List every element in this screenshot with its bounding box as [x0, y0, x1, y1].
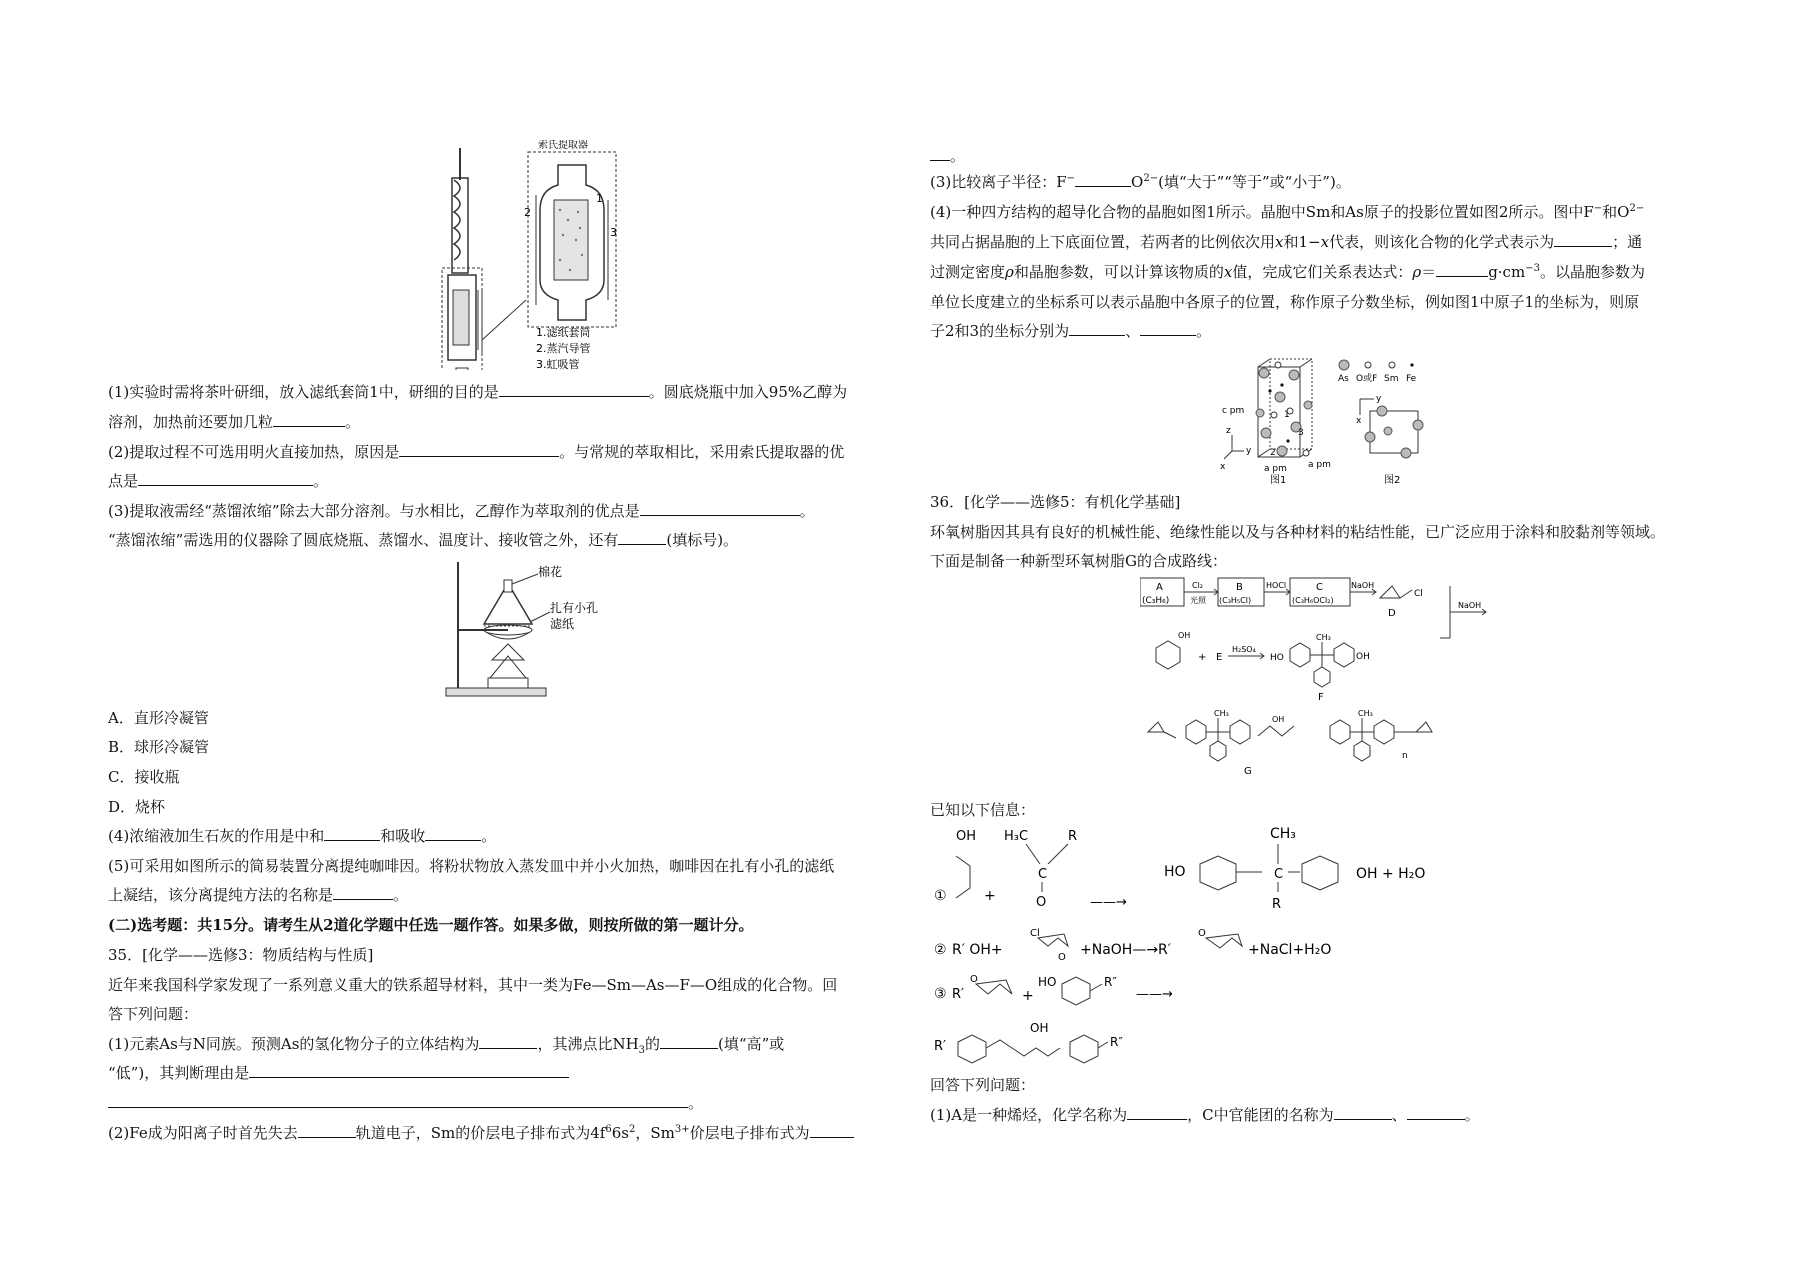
- route-plus: +: [1198, 652, 1207, 663]
- label-filter-paper: 滤纸: [550, 617, 575, 631]
- r2-o2: O: [1198, 928, 1206, 939]
- q1-text-b: 。圆底烧瓶中加入95%乙醇为: [648, 383, 848, 401]
- q2-text-b: 。与常规的萃取相比，采用索氏提取器的优: [559, 443, 845, 461]
- q35-3-text-b: O: [1131, 173, 1144, 191]
- q35-4-blank-2: [1436, 262, 1488, 277]
- cell-label-a1: a pm: [1308, 460, 1331, 470]
- r1-ho: HO: [1164, 864, 1186, 880]
- route-cl: Cl: [1414, 589, 1423, 599]
- q36-intro-1: 环氧树脂因其具有良好的机械性能、绝缘性能以及与各种材料的粘结性能，已广泛应用于涂料和胶黏剂等领域。: [930, 523, 1666, 541]
- r2-tail: +NaCl+H₂O: [1248, 942, 1332, 958]
- q35-4b-x-a: x: [1275, 233, 1284, 251]
- q35-1-line1: [108, 1034, 784, 1054]
- q2-line1: [108, 442, 844, 462]
- route-ch3-g2: CH₃: [1358, 709, 1373, 718]
- r1-r2: R: [1272, 897, 1282, 912]
- q2-blank-2: [138, 471, 313, 486]
- option-c: C．接收瓶: [108, 768, 180, 786]
- option-d: D．烧杯: [108, 798, 166, 816]
- q5-blank: [333, 885, 393, 900]
- q35-4-blank-4: [1140, 321, 1196, 336]
- q35-1-text-d: (填“高”或: [718, 1035, 785, 1053]
- q36-1-line: [930, 1105, 1480, 1125]
- route-b-formula: (C₃H₅Cl): [1219, 596, 1252, 605]
- q35-4-line5: [930, 321, 1211, 341]
- q35-4c-text-c: 值，完成它们关系表达式：: [1232, 263, 1413, 281]
- route-g: G: [1244, 766, 1252, 777]
- q35-2-sup-c: 3+: [674, 1124, 690, 1135]
- atom-label-2: 2: [1270, 448, 1276, 458]
- legend-sm: Sm: [1384, 374, 1399, 384]
- q3-text-b: 。: [799, 502, 815, 520]
- q35-4b-text-c: 代表，则该化合物的化学式表示为: [1329, 233, 1555, 251]
- soxhlet-legend-2: 2.蒸汽导管: [536, 342, 591, 355]
- q35-3-text-a: (3)比较离子半径：F: [930, 173, 1067, 191]
- r1-ch3: CH₃: [1270, 826, 1296, 842]
- route-c: C: [1316, 582, 1323, 593]
- known-info: 已知以下信息：: [930, 801, 1036, 819]
- q36-1-text-a: (1)A是一种烯烃，化学名称为: [930, 1106, 1128, 1124]
- q35-1-text-a: (1)元素As与N同族。预测As的氢化物分子的立体结构为: [108, 1035, 480, 1053]
- q35-title: 35．[化学——选修3：物质结构与性质]: [108, 946, 374, 964]
- r3-arrow: ——→: [1136, 987, 1173, 1002]
- q35-4-line1: [930, 202, 1644, 222]
- q4-text-c: 。: [481, 827, 497, 845]
- q35-intro-1: 近年来我国科学家发现了一系列意义重大的铁系超导材料，其中一类为Fe—Sm—As—F—O组成的化合物。回: [108, 976, 838, 994]
- axis-y1: y: [1246, 446, 1252, 456]
- q5b-text-b: 。: [393, 886, 409, 904]
- q35-1c-text: 。: [688, 1094, 704, 1112]
- q2-text-a: (2)提取过程不可选用明火直接加热，原因是: [108, 443, 400, 461]
- q35-1-blank-1: [479, 1034, 537, 1049]
- q35-4b-text-d: ；通: [1612, 233, 1643, 251]
- q36-1-end: 。: [1464, 1106, 1480, 1124]
- route-a: A: [1156, 582, 1163, 593]
- option-a: A．直形冷凝管: [108, 709, 209, 727]
- r3-ho: HO: [1038, 975, 1057, 989]
- r2-o: O: [1058, 952, 1066, 963]
- label-cotton: 棉花: [538, 565, 563, 579]
- q35-3-text-c: (填“大于”“等于”或“小于”)。: [1158, 173, 1351, 191]
- q35-4c-text-b: 和晶胞参数，可以计算该物质的: [1013, 263, 1224, 281]
- q35-4-blank-1: [1554, 232, 1612, 247]
- soxhlet-figure: [408, 140, 678, 370]
- q4-blank-2: [425, 826, 481, 841]
- route-ho: HO: [1270, 653, 1284, 663]
- reaction-1: [930, 822, 1530, 918]
- q4-line: [108, 826, 496, 846]
- reaction-3: [930, 970, 1530, 1066]
- soxhlet-num-1: 1: [596, 192, 603, 205]
- q35-4-line4: 单位长度建立的坐标系可以表示晶胞中各原子的位置，称作原子分数坐标，例如图1中原子1的坐标为，则原: [930, 293, 1640, 311]
- route-a-formula: (C₃H₆): [1142, 596, 1170, 606]
- q35-2-text-c: 6s: [611, 1124, 629, 1142]
- axis-z: z: [1226, 426, 1231, 436]
- route-h2so4: H₂SO₄: [1232, 645, 1256, 654]
- q3-line2: [108, 530, 738, 550]
- q35-2-blank-2: [810, 1123, 854, 1138]
- q35-4c-rho-a: ρ: [1005, 263, 1014, 281]
- route-cl2: Cl₂: [1192, 581, 1204, 590]
- q35-4c-text-a: 过测定密度: [930, 263, 1006, 281]
- q35-2-text-b: 轨道电子，Sm的价层电子排布式为4f: [355, 1124, 606, 1142]
- q3-text-a: (3)提取液需经“蒸馏浓缩”除去大部分溶剂。与水相比，乙醇作为萃取剂的优点是: [108, 502, 640, 520]
- q1-text-a: (1)实验时需将茶叶研细，放入滤纸套筒1中，研细的目的是: [108, 383, 499, 401]
- r2-cl: Cl: [1030, 928, 1040, 939]
- r3-r: R′: [952, 987, 964, 1002]
- axis-x2: x: [1356, 416, 1362, 426]
- q35-1-sub: 3: [638, 1045, 646, 1056]
- q35-1-blank-3: [249, 1063, 569, 1078]
- r3-r2: R″: [1104, 975, 1117, 989]
- q1-blank-2: [273, 412, 345, 427]
- route-oh2: OH: [1356, 652, 1370, 662]
- route-naoh2: NaOH: [1458, 601, 1482, 610]
- r1-c2: C: [1274, 867, 1284, 882]
- route-f: F: [1318, 692, 1324, 703]
- q35-4-line3: [930, 262, 1645, 282]
- q35-2-text-e: 价层电子排布式为: [689, 1124, 810, 1142]
- q1b-text-a: 溶剂，加热前还要加几粒: [108, 413, 274, 431]
- legend-fe: Fe: [1406, 374, 1417, 384]
- q5b-text-a: 上凝结，该分离提纯方法的名称是: [108, 886, 334, 904]
- q35-4a-sup-b: 2−: [1629, 203, 1645, 214]
- r4-r: R′: [934, 1039, 946, 1054]
- q1-line1: [108, 382, 847, 402]
- route-light: 光照: [1190, 596, 1206, 605]
- q36-intro-2: 下面是制备一种新型环氧树脂G的合成路线：: [930, 552, 1227, 570]
- q35-4e-text-a: 子2和3的坐标分别为: [930, 322, 1070, 340]
- label-holes: 扎有小孔: [550, 601, 599, 615]
- q3b-text-b: (填标号)。: [666, 531, 739, 549]
- r3-o: O: [970, 974, 978, 985]
- r1-c: C: [1038, 867, 1048, 882]
- route-c-formula: (C₃H₆OCl₂): [1292, 596, 1334, 605]
- soxhlet-legend-3: 3.虹吸管: [536, 358, 580, 370]
- q36-1-text-b: ，C中官能团的名称为: [1187, 1106, 1334, 1124]
- q35-2-text-a: (2)Fe成为阳离子时首先失去: [108, 1124, 298, 1142]
- route-hocl: HOCl: [1266, 581, 1287, 590]
- q35-4e-sep: 、: [1125, 322, 1141, 340]
- q5-line2: [108, 885, 408, 905]
- cell-label-a2: a pm: [1264, 464, 1287, 474]
- soxhlet-num-2: 2: [524, 206, 531, 219]
- fig1-caption: 图1: [1270, 475, 1287, 485]
- soxhlet-header: 索氏提取器: [538, 140, 588, 151]
- q35-2-sup-a: 6: [605, 1124, 612, 1135]
- q35-1-text-c: 的: [645, 1035, 661, 1053]
- route-ch3: CH₃: [1316, 633, 1331, 642]
- route-e: E: [1216, 652, 1223, 663]
- reaction-2: [930, 926, 1530, 966]
- r1-h3c: H₃C: [1004, 829, 1029, 844]
- q35-1-blank-4: [108, 1093, 688, 1108]
- crystal-figure: [1220, 355, 1460, 485]
- q35-4a-text-a: (4)一种四方结构的超导化合物的晶胞如图1所示。晶胞中Sm和As原子的投影位置如图2所示。图中F: [930, 203, 1594, 221]
- r4-oh: OH: [1030, 1021, 1049, 1035]
- q35-1b-text: “低”)，其判断理由是: [108, 1064, 250, 1082]
- r3-num: ③: [934, 986, 947, 1002]
- q2-line2: [108, 471, 328, 491]
- q35-intro-2: 答下列问题：: [108, 1005, 199, 1023]
- q35-4c-x: x: [1223, 263, 1233, 281]
- r1-oh: OH: [956, 829, 977, 844]
- r1-tail: OH + H₂O: [1356, 866, 1426, 882]
- q35-4-blank-3: [1069, 321, 1125, 336]
- sublimation-figure: [438, 560, 628, 700]
- r2-num: ②: [934, 942, 947, 958]
- q35-4a-text-b: 和O: [1602, 203, 1630, 221]
- q35-4e-end: 。: [1196, 322, 1212, 340]
- axis-y2: y: [1376, 394, 1382, 404]
- q35-1-line2: [108, 1063, 569, 1083]
- q4-text-b: 和吸收: [380, 827, 426, 845]
- top-period: 。: [950, 147, 966, 165]
- soxhlet-num-3: 3: [610, 226, 617, 239]
- route-ch3-g1: CH₃: [1214, 709, 1229, 718]
- q36-1-blank-2: [1334, 1105, 1392, 1120]
- r2-text1: R′ OH+: [952, 942, 1003, 958]
- route-d: D: [1388, 608, 1396, 619]
- q35-4a-sup-a: −: [1593, 203, 1603, 214]
- q35-4b-text-b: 和1−: [1283, 233, 1321, 251]
- q35-3-sup-a: −: [1066, 173, 1076, 184]
- q35-2-sup-b: 2: [628, 1124, 636, 1135]
- legend-as: As: [1338, 374, 1349, 384]
- top-blank: [930, 146, 950, 161]
- option-b: B．球形冷凝管: [108, 738, 210, 756]
- q35-1-text-b: ，其沸点比NH: [537, 1035, 639, 1053]
- q35-3-blank: [1075, 172, 1131, 187]
- route-b: B: [1236, 582, 1243, 593]
- answer-heading: 回答下列问题：: [930, 1076, 1036, 1094]
- fig2-caption: 图2: [1384, 475, 1401, 485]
- q36-1-blank-3: [1407, 1105, 1465, 1120]
- atom-label-3: 3: [1298, 428, 1304, 438]
- legend-of: O或F: [1356, 374, 1378, 384]
- q35-4b-x-b: x: [1320, 233, 1330, 251]
- q35-4-line2: [930, 232, 1642, 252]
- elective-instructions: (二)选考题：共15分。请考生从2道化学题中任选一题作答。如果多做，则按所做的第一题计分。: [108, 916, 754, 934]
- q35-4c-text-d: 。以晶胞参数为: [1539, 263, 1645, 281]
- r2-mid: +NaOH—→R′: [1080, 942, 1171, 958]
- q35-4c-unit: g·cm: [1488, 263, 1526, 281]
- q35-1-line3: [108, 1093, 703, 1113]
- r1-o: O: [1036, 895, 1047, 910]
- q4-blank-1: [324, 826, 380, 841]
- cell-label-c: c pm: [1222, 406, 1245, 416]
- r1-arrow: ——→: [1090, 895, 1127, 910]
- q3b-text-a: “蒸馏浓缩”需选用的仪器除了圆底烧瓶、蒸馏水、温度计、接收管之外，还有: [108, 531, 619, 549]
- q1-line2: [108, 412, 360, 432]
- r1-num: ①: [934, 888, 947, 904]
- q1-blank-1: [499, 382, 649, 397]
- q5-line1: (5)可采用如图所示的简易装置分离提纯咖啡因。将粉状物放入蒸发皿中并小火加热，咖啡因在扎有小孔的滤纸: [108, 857, 835, 875]
- q36-1-blank-1: [1127, 1105, 1187, 1120]
- q36-1-sep: 、: [1391, 1106, 1407, 1124]
- q3-line1: [108, 501, 815, 521]
- synthesis-route: [1140, 576, 1640, 790]
- atom-label-1: 1: [1284, 410, 1290, 420]
- q4-text-a: (4)浓缩液加生石灰的作用是中和: [108, 827, 325, 845]
- route-n: n: [1402, 751, 1408, 761]
- route-oh-g: OH: [1272, 715, 1285, 724]
- r3-plus: +: [1022, 988, 1034, 1004]
- q35-1-blank-2: [660, 1034, 718, 1049]
- q35-4c-rho-b: ρ: [1412, 263, 1422, 281]
- r1-plus: +: [984, 888, 996, 904]
- r4-r2: R″: [1110, 1035, 1123, 1049]
- r1-r: R: [1068, 829, 1078, 844]
- q35-4c-eq: ＝: [1421, 263, 1437, 281]
- q36-title: 36．[化学——选修5：有机化学基础]: [930, 493, 1181, 511]
- q3-blank-1: [640, 501, 800, 516]
- q2-blank-1: [399, 442, 559, 457]
- q35-2-text-d: ，Sm: [635, 1124, 675, 1142]
- q3-blank-2: [618, 530, 666, 545]
- q35-4b-text-a: 共同占据晶胞的上下底面位置，若两者的比例依次用: [930, 233, 1276, 251]
- q1b-text-b: 。: [345, 413, 361, 431]
- soxhlet-legend-1: 1.滤纸套筒: [536, 326, 591, 339]
- q35-3-sup-b: 2−: [1143, 173, 1159, 184]
- top-continuation: [930, 146, 965, 166]
- q35-4c-sup: −3: [1525, 263, 1540, 274]
- q2b-text-b: 。: [313, 472, 329, 490]
- q35-2-blank-1: [298, 1123, 356, 1138]
- axis-x1: x: [1220, 462, 1226, 472]
- q2b-text-a: 点是: [108, 472, 139, 490]
- q35-3-line: [930, 172, 1351, 192]
- route-naoh: NaOH: [1351, 581, 1375, 590]
- route-oh: OH: [1178, 631, 1191, 640]
- q35-2-line: [108, 1123, 854, 1143]
